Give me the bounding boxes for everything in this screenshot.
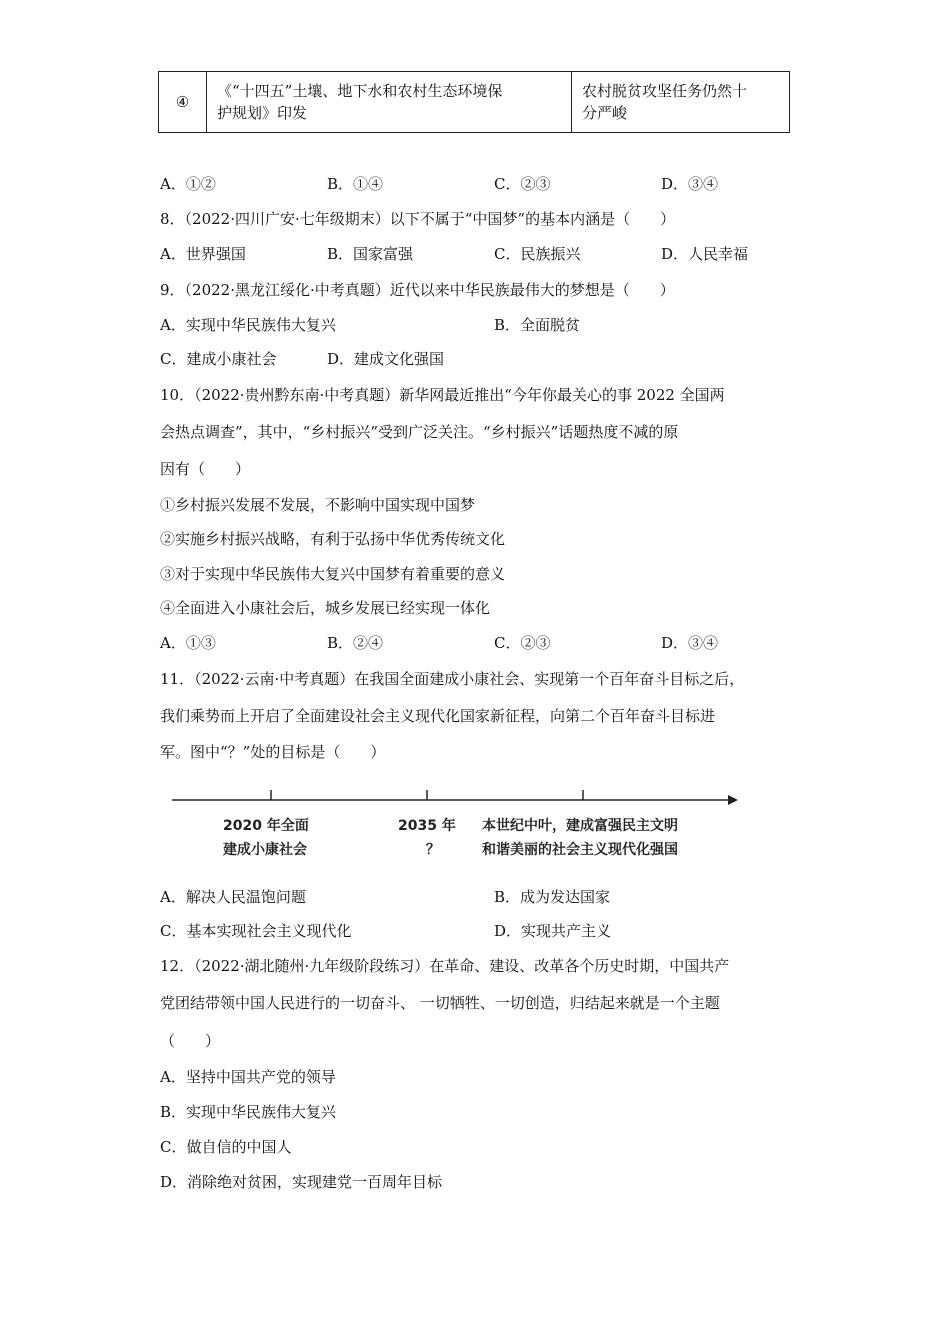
q8-option-b[interactable]: B．国家富强 <box>327 245 414 263</box>
timeline-label-2020: 2020 年全面 <box>223 818 309 834</box>
q11-option-a[interactable]: A．解决人民温饱问题 <box>160 888 306 906</box>
q9-stem: 9．（2022·黑龙江绥化·中考真题）近代以来中华民族最伟大的梦想是（ ） <box>160 281 675 299</box>
q11-option-c[interactable]: C．基本实现社会主义现代化 <box>160 922 352 940</box>
q11-option-d[interactable]: D．实现共产主义 <box>494 922 612 940</box>
timeline-label-mid-century: 本世纪中叶，建成富强民主文明 <box>482 818 678 834</box>
q10-option-d[interactable]: D．③④ <box>661 634 719 652</box>
arrow-head-icon <box>728 795 738 805</box>
q7-option-d[interactable]: D．③④ <box>661 175 719 193</box>
timeline-label-2035: 2035 年 <box>398 818 456 834</box>
q10-option-b[interactable]: B．②④ <box>327 634 384 652</box>
q9-option-a[interactable]: A．实现中华民族伟大复兴 <box>160 316 336 334</box>
q9-option-c[interactable]: C．建成小康社会 <box>160 350 277 368</box>
q10-statement-4: ④全面进入小康社会后，城乡发展已经实现一体化 <box>160 599 491 617</box>
q9-option-d[interactable]: D．建成文化强国 <box>327 350 445 368</box>
q10-stem-line: 会热点调查”，其中，“乡村振兴”受到广泛关注。“乡村振兴”话题热度不减的原 <box>160 423 679 441</box>
q10-stem-line: 因有（ ） <box>160 460 251 478</box>
timeline-label-mid-century-sub: 和谐美丽的社会主义现代化强国 <box>482 842 678 858</box>
table-row <box>159 72 790 133</box>
significance-cell <box>572 72 790 133</box>
q12-option-b[interactable]: B．实现中华民族伟大复兴 <box>160 1103 337 1121</box>
q10-statement-2: ②实施乡村振兴战略，有利于弘扬中华优秀传统文化 <box>160 530 506 548</box>
q12-option-c[interactable]: C．做自信的中国人 <box>160 1138 292 1156</box>
row-number: ④ <box>159 72 207 133</box>
q10-statement-1: ①乡村振兴发展不发展，不影响中国实现中国梦 <box>160 496 476 514</box>
q7-option-b[interactable]: B．①④ <box>327 175 384 193</box>
q10-option-c[interactable]: C．②③ <box>494 634 551 652</box>
significance-text-line: 农村脱贫攻坚任务仍然十 <box>582 82 748 100</box>
q11-option-b[interactable]: B．成为发达国家 <box>494 888 611 906</box>
q8-option-c[interactable]: C．民族振兴 <box>494 245 581 263</box>
q11-stem-line: 我们乘势而上开启了全面建设社会主义现代化国家新征程，向第二个百年奋斗目标进 <box>160 707 716 725</box>
significance-text-line: 分严峻 <box>582 104 628 122</box>
q8-option-a[interactable]: A．世界强国 <box>160 245 246 263</box>
event-cell <box>207 72 572 133</box>
q8-option-d[interactable]: D．人民幸福 <box>661 245 749 263</box>
event-text-line: 《“十四五”土壤、地下水和农村生态环境保 <box>217 82 503 100</box>
q10-statement-3: ③对于实现中华民族伟大复兴中国梦有着重要的意义 <box>160 565 506 583</box>
q12-stem-line: 12．（2022·湖北随州·九年级阶段练习）在革命、建设、改革各个历史时期，中国共产 <box>160 957 730 975</box>
q11-stem-line: 军。图中“？”处的目标是（ ） <box>160 743 386 761</box>
comparison-table <box>158 71 790 133</box>
q7-option-a[interactable]: A．①② <box>160 175 216 193</box>
q12-stem-line: 党团结带领中国人民进行的一切奋斗、 一切牺牲、一切创造，归结起来就是一个主题 <box>160 994 720 1012</box>
timeline-label-2020-sub: 建成小康社会 <box>223 842 307 858</box>
q12-stem-line: （ ） <box>160 1032 221 1050</box>
q9-option-b[interactable]: B．全面脱贫 <box>494 316 581 334</box>
q12-option-a[interactable]: A．坚持中国共产党的领导 <box>160 1068 336 1086</box>
q8-stem: 8．（2022·四川广安·七年级期末）以下不属于“中国梦”的基本内涵是（ ） <box>160 210 676 228</box>
q7-option-c[interactable]: C．②③ <box>494 175 551 193</box>
q12-option-d[interactable]: D．消除绝对贫困，实现建党一百周年目标 <box>160 1173 443 1191</box>
q11-stem-line: 11．（2022·云南·中考真题）在我国全面建成小康社会、实现第一个百年奋斗目标之后， <box>160 670 745 688</box>
event-text-line: 护规划》印发 <box>217 104 308 122</box>
q10-option-a[interactable]: A．①③ <box>160 634 216 652</box>
timeline-figure <box>170 784 750 864</box>
q10-stem-line: 10．（2022·贵州黔东南·中考真题）新华网最近推出“今年你最关心的事 2022 全国两 <box>160 386 725 404</box>
timeline-question-mark: ？ <box>426 842 440 858</box>
